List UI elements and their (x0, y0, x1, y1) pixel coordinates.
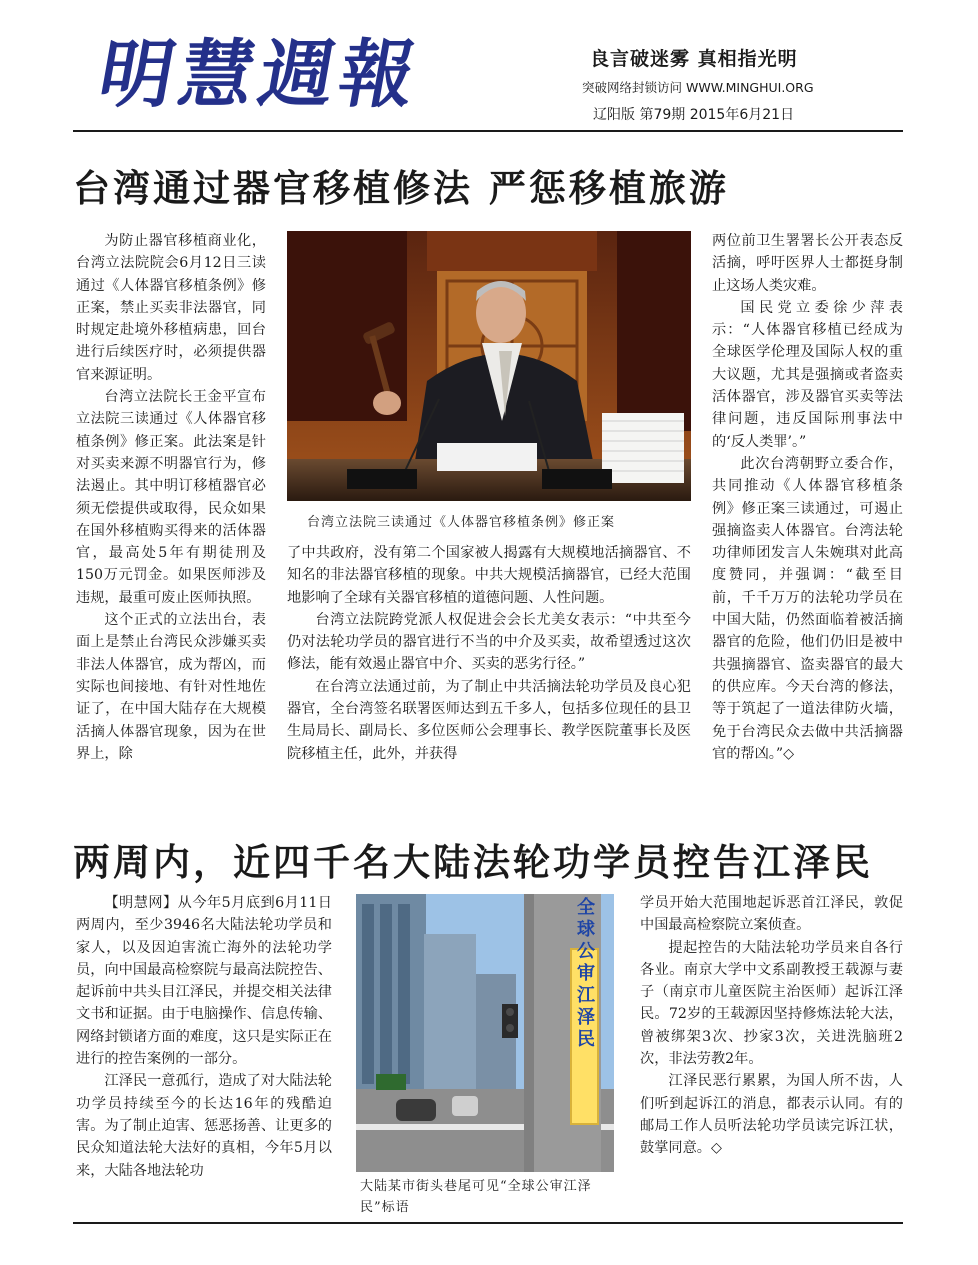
article1-column-2 (287, 542, 691, 765)
article1-col1-paragraph: 台湾立法院长王金平宣布立法院三读通过《人体器官移植条例》修正案。此法案是针对买卖来源不明器官行为，修法遏止。其中明订移植器官必须无偿提供或取得，民众如果在国外移植购买得来的活体器官，最高处5年有期徒刑及150万元罚金。如果医师涉及违规，最重可废止医师执照。 (76, 389, 266, 606)
article1-photo (287, 231, 691, 501)
article1-headline: 台湾通过器官移植修法 严惩移植旅游 (73, 167, 729, 210)
article1-col3-paragraph: 两位前卫生署署长公开表态反活摘，呼吁医界人士都挺身制止这场人类灾难。 (712, 233, 903, 294)
masthead-rule (73, 130, 903, 132)
article2-photo-caption: 大陆某市街头巷尾可见“全球公审江泽民”标语 (360, 1179, 592, 1215)
article2-column-3 (640, 892, 903, 1160)
article1-column-1 (76, 230, 266, 765)
legislative-speaker-photo (287, 231, 691, 501)
masthead-edition: 辽阳版 第79期 2015年6月21日 (593, 107, 795, 123)
article1-col3-paragraph: 此次台湾朝野立委合作，共同推动《人体器官移植条例》修正案三读通过，可遏止强摘盗卖人体器官。台湾法轮功律师团发言人朱婉琪对此高度赞同，并强调：“截至目前，千千万万的法轮功学员在中国大陆，仍然面临着被活摘器官的危险，他们仍旧是被中共强摘器官、盗卖器官的最大的供应库。今天台湾的修法，等于筑起了一道法律防火墙，免于台湾民众去做中共活摘器官的帮凶。”◇ (712, 455, 903, 762)
article1-col1-paragraph: 这个正式的立法出台，表面上是禁止台湾民众涉嫌买卖非法人体器官，成为帮凶，而实际也间接地、有针对性地佐证了，在中国大陆存在大规模活摘人体器官现象，因为在世界上，除 (76, 612, 266, 762)
masthead-motto: 良言破迷雾 真相指光明 (590, 48, 798, 70)
article1-col2-paragraph: 在台湾立法通过前，为了制止中共活摘法轮功学员及良心犯器官，全台湾签名联署医师达到五千多人，包括多位现任的县卫生局局长、副局长、多位医师公会理事长、教学医院董事长及医院移植主任，此外，并获得 (287, 678, 691, 762)
footer-rule (73, 1222, 903, 1224)
masthead-access-url: 突破网络封锁访问 WWW.MINGHUI.ORG (582, 80, 814, 95)
masthead-logo: 明慧週報 (92, 32, 428, 118)
article1-column-3 (712, 230, 903, 765)
article2-col3-paragraph: 江泽民恶行累累，为国人所不齿，人们听到起诉江的消息，都表示认同。有的邮局工作人员听法轮功学员读完诉江状，鼓掌同意。◇ (640, 1073, 903, 1157)
article2-photo (356, 894, 614, 1172)
article1-col1-paragraph: 为防止器官移植商业化，台湾立法院院会6月12日三读通过《人体器官移植条例》修正案，禁止买卖非法器官，同时规定赴境外移植病患，回台进行后续医疗时，必须提供器官来源证明。 (76, 233, 266, 383)
article2-column-1 (76, 892, 332, 1182)
article2-headline: 两周内，近四千名大陆法轮功学员控告江泽民 (73, 841, 873, 884)
article1-col2-paragraph: 台湾立法院跨党派人权促进会会长尤美女表示：“中共至今仍对法轮功学员的器官进行不当的中介及买卖，故希望透过这次修法，能有效遏止器官中介、买卖的恶劣行径。” (287, 611, 691, 673)
sign-text: 全球公审江泽民 (574, 897, 595, 1051)
article2-col3-paragraph: 提起控告的大陆法轮功学员来自各行各业。南京大学中文系副教授王载源与妻子（南京市儿童医院主治医师）起诉江泽民。72岁的王载源因坚持修炼法轮大法，曾被绑架3次、抄家3次，关进洗脑班2次，非法劳教2年。 (640, 939, 903, 1068)
article1-photo-caption: 台湾立法院三读通过《人体器官移植条例》修正案 (307, 515, 616, 530)
article2-col3-paragraph: 学员开始大范围地起诉恶首江泽民，敦促中国最高检察院立案侦查。 (640, 895, 903, 934)
article2-col1-paragraph: 江泽民一意孤行，造成了对大陆法轮功学员持续至今的长达16年的残酷迫害。为了制止迫害、惩恶扬善、让更多的民众知道法轮大法好的真相，今年5月以来，大陆各地法轮功 (76, 1073, 332, 1179)
street-sign-photo (356, 894, 614, 1172)
article1-col2-paragraph: 了中共政府，没有第二个国家被人揭露有大规模地活摘器官、不知名的非法器官移植的现象。中共大规模活摘器官，已经大范围地影响了全球有关器官移植的道德问题、人性问题。 (287, 545, 691, 606)
article1-col3-paragraph: 国民党立委徐少萍表示：“人体器官移植已经成为全球医学伦理及国际人权的重大议题，尤其是强摘或者盗卖活体器官，涉及器官买卖等法律问题，违反国际刑事法中的‘反人类罪’。” (712, 299, 903, 450)
article2-col1-paragraph: 【明慧网】从今年5月底到6月11日两周内，至少3946名大陆法轮功学员和家人，以及因迫害流亡海外的法轮功学员，向中国最高检察院与最高法院控告、起诉前中共头目江泽民，并提交相关法律文书和证据。由于电脑操作、信息传输、网络封锁诸方面的难度，这只是实际正在进行的控告案例的一部分。 (76, 895, 332, 1068)
